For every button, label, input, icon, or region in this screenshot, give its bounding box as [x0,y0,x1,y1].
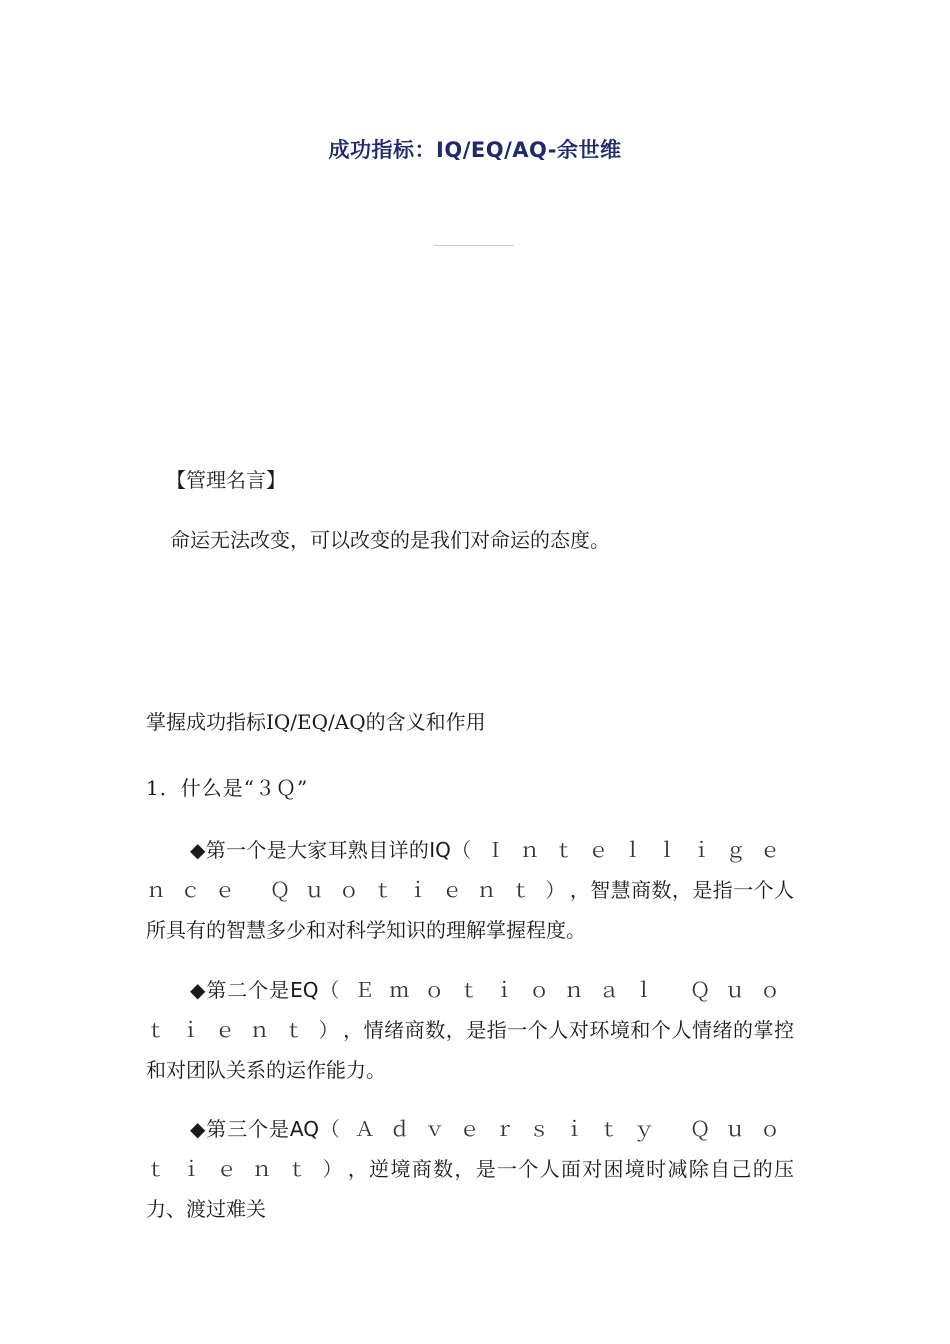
paragraph-text: ，智慧商数，是指一个人所具有的智慧多少和对科学知识的理解掌握程度。 [146,878,795,942]
abbr-aq: AQ [289,1117,319,1141]
full-name-aq: （Ａｄｖｅｒｓｉｔｙ Ｑｕｏｔｉｅｎｔ） [146,1117,794,1181]
paragraph-text: ，情绪商数，是指一个人对环境和个人情绪的掌控和对团队关系的运作能力。 [146,1018,795,1082]
title-divider [434,245,514,246]
document-title: 成功指标：IQ/EQ/AQ-余世维 [328,138,622,162]
paragraph-prefix: ◆第一个是大家耳熟目详的 [190,838,430,862]
abbr-iq: IQ [429,838,451,862]
section-heading: 1．什么是“３Ｑ” [146,776,309,800]
paragraph-eq [146,970,794,1090]
paragraph-iq [146,830,794,950]
paragraph-text: ，逆境商数，是一个人面对困境时减除自己的压力、渡过难关 [146,1157,795,1221]
full-name-iq: （Ｉｎｔｅｌｌｉｇｅｎｃｅ Ｑｕｏｔｉｅｎｔ） [146,838,794,902]
section-label: 【管理名言】 [166,468,286,492]
abbr-eq: EQ [290,978,319,1002]
paragraph-prefix: ◆第二个是 [190,978,291,1002]
management-quote: 命运无法改变，可以改变的是我们对命运的态度。 [170,528,610,552]
paragraph-aq [146,1109,795,1221]
content-heading: 掌握成功指标IQ/EQ/AQ的含义和作用 [146,710,486,734]
paragraph-prefix: ◆第三个是 [190,1117,290,1141]
full-name-eq: （Ｅｍｏｔｉｏｎａｌ Ｑｕｏｔｉｅｎｔ） [146,978,795,1042]
